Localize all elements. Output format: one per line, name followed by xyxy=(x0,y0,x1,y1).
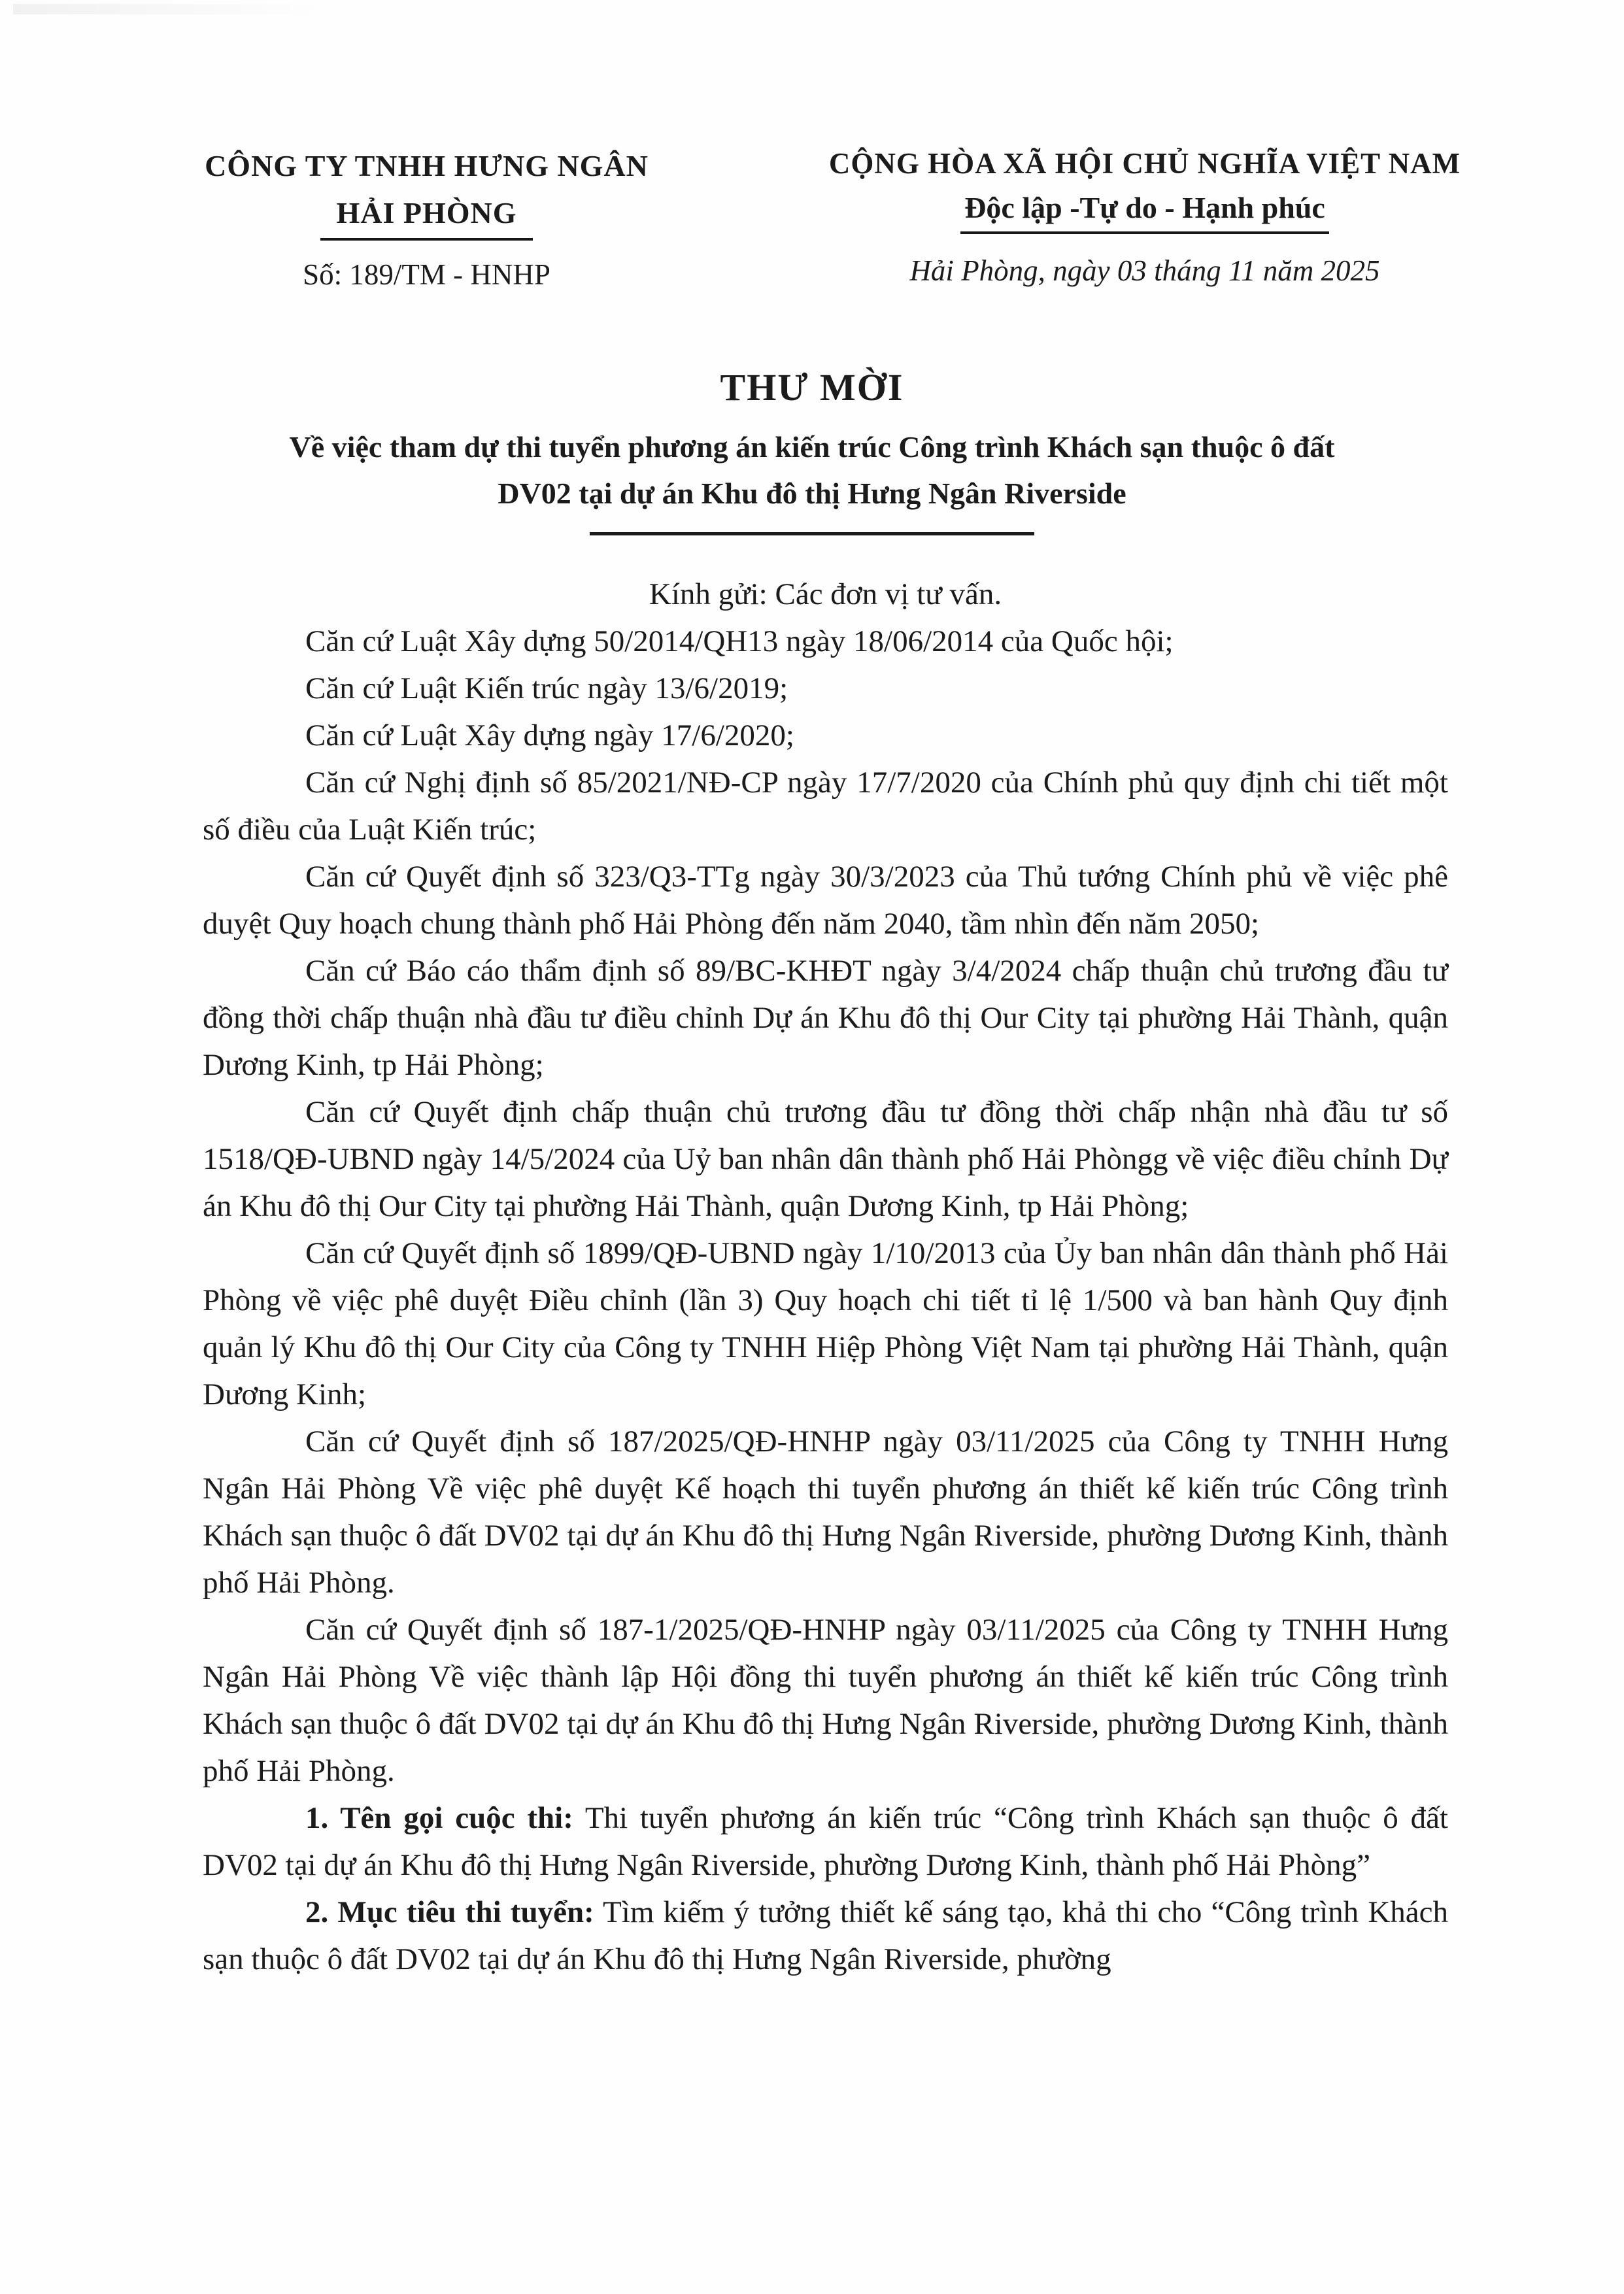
paragraph-text: Căn cứ Quyết định số 323/Q3-TTg ngày 30/3/2023 của Thủ tướng Chính phủ về việc phê duyệt Quy hoạch chung thành phố Hải Phòng đến năm 2040, tầm nhìn đến năm 2050; xyxy=(203,860,1448,941)
paragraph-lead: 2. Mục tiêu thi tuyển: xyxy=(305,1895,594,1929)
body-paragraph xyxy=(203,618,1448,665)
title-divider xyxy=(590,532,1034,535)
motto-row xyxy=(762,184,1527,234)
body-paragraphs xyxy=(203,618,1448,1983)
document-header xyxy=(0,0,1624,293)
paragraph-text: Tìm kiếm ý tưởng thiết kế sáng tạo, khả thi cho “Công trình Khách sạn thuộc ô đất DV02 tại dự án Khu đô thị Hưng Ngân Riverside, phường xyxy=(203,1895,1448,1976)
national-header-block xyxy=(762,143,1527,293)
body-paragraph xyxy=(203,1088,1448,1230)
paragraph-lead: 1. Tên gọi cuộc thi: xyxy=(305,1801,573,1835)
issuer-name-line2 xyxy=(121,190,732,241)
paragraph-text: Căn cứ Luật Xây dựng 50/2014/QH13 ngày 18/06/2014 của Quốc hội; xyxy=(305,624,1174,658)
document-subtitle xyxy=(171,424,1453,516)
body-paragraph xyxy=(203,1889,1448,1983)
body-paragraph xyxy=(203,759,1448,853)
document-body xyxy=(203,571,1448,1983)
body-paragraph xyxy=(203,665,1448,712)
paragraph-text: Căn cứ Quyết định số 187/2025/QĐ-HNHP ngày 03/11/2025 của Công ty TNHH Hưng Ngân Hải Phòng Về việc phê duyệt Kế hoạch thi tuyển phương án thiết kế kiến trúc Công trình Khách sạn thuộc ô đất DV02 tại dự án Khu đô thị Hưng Ngân Riverside, phường Dương Kinh, thành phố Hải Phòng. xyxy=(203,1425,1448,1600)
issuer-name-line1: CÔNG TY TNHH HƯNG NGÂN xyxy=(205,149,649,182)
national-motto: Độc lập -Tự do - Hạnh phúc xyxy=(960,188,1329,234)
document-number: Số: 189/TM - HNHP xyxy=(303,258,550,291)
body-paragraph xyxy=(203,1606,1448,1795)
paragraph-text: Căn cứ Luật Kiến trúc ngày 13/6/2019; xyxy=(305,671,788,705)
issuer-name-underlined: HẢI PHÒNG xyxy=(320,190,532,241)
body-paragraph xyxy=(203,853,1448,947)
body-paragraph xyxy=(203,712,1448,759)
paragraph-text: Căn cứ Quyết định số 187-1/2025/QĐ-HNHP ngày 03/11/2025 của Công ty TNHH Hưng Ngân Hải Phòng Về việc thành lập Hội đồng thi tuyển phương án thiết kế kiến trúc Công trình Khách sạn thuộc ô đất DV02 tại dự án Khu đô thị Hưng Ngân Riverside, phường Dương Kinh, thành phố Hải Phòng. xyxy=(203,1613,1448,1788)
body-paragraph xyxy=(203,947,1448,1088)
scan-noise-artifact xyxy=(13,4,431,14)
salutation-line: Kính gửi: Các đơn vị tư vấn. xyxy=(649,577,1002,611)
paragraph-text: Căn cứ Báo cáo thẩm định số 89/BC-KHĐT ngày 3/4/2024 chấp thuận chủ trương đầu tư đồng thời chấp thuận nhà đầu tư điều chỉnh Dự án Khu đô thị Our City tại phường Hải Thành, quận Dương Kinh, tp Hải Phòng; xyxy=(203,954,1448,1082)
document-title: THƯ MỜI xyxy=(720,366,904,409)
body-paragraph xyxy=(203,1230,1448,1418)
paragraph-text: Thi tuyển phương án kiến trúc “Công trình Khách sạn thuộc ô đất DV02 tại dự án Khu đô thị Hưng Ngân Riverside, phường Dương Kinh, thành phố Hải Phòng” xyxy=(203,1801,1448,1882)
body-paragraph xyxy=(203,1795,1448,1889)
document-subtitle-line1: Về việc tham dự thi tuyển phương án kiến trúc Công trình Khách sạn thuộc ô đất xyxy=(289,430,1335,464)
place-date-line: Hải Phòng, ngày 03 tháng 11 năm 2025 xyxy=(909,254,1380,287)
issuer-block xyxy=(121,143,732,293)
paragraph-text: Căn cứ Quyết định số 1899/QĐ-UBND ngày 1/10/2013 của Ủy ban nhân dân thành phố Hải Phòng về việc phê duyệt Điều chỉnh (lần 3) Quy hoạch chi tiết tỉ lệ 1/500 và ban hành Quy định quản lý Khu đô thị Our City của Công ty TNHH Hiệp Phòng Việt Nam tại phường Hải Thành, quận Dương Kinh; xyxy=(203,1236,1448,1411)
body-paragraph xyxy=(203,1418,1448,1606)
document-subtitle-line2: DV02 tại dự án Khu đô thị Hưng Ngân Riverside xyxy=(498,477,1126,510)
paragraph-text: Căn cứ Quyết định chấp thuận chủ trương đầu tư đồng thời chấp nhận nhà đầu tư số 1518/QĐ-UBND ngày 14/5/2024 của Uỷ ban nhân dân thành phố Hải Phòngg về việc điều chỉnh Dự án Khu đô thị Our City tại phường Hải Thành, quận Dương Kinh, tp Hải Phòng; xyxy=(203,1095,1448,1223)
republic-title: CỘNG HÒA XÃ HỘI CHỦ NGHĨA VIỆT NAM xyxy=(828,147,1461,180)
paragraph-text: Căn cứ Nghị định số 85/2021/NĐ-CP ngày 17/7/2020 của Chính phủ quy định chi tiết một số điều của Luật Kiến trúc; xyxy=(203,766,1448,847)
paragraph-text: Căn cứ Luật Xây dựng ngày 17/6/2020; xyxy=(305,718,794,752)
title-block xyxy=(0,358,1624,535)
